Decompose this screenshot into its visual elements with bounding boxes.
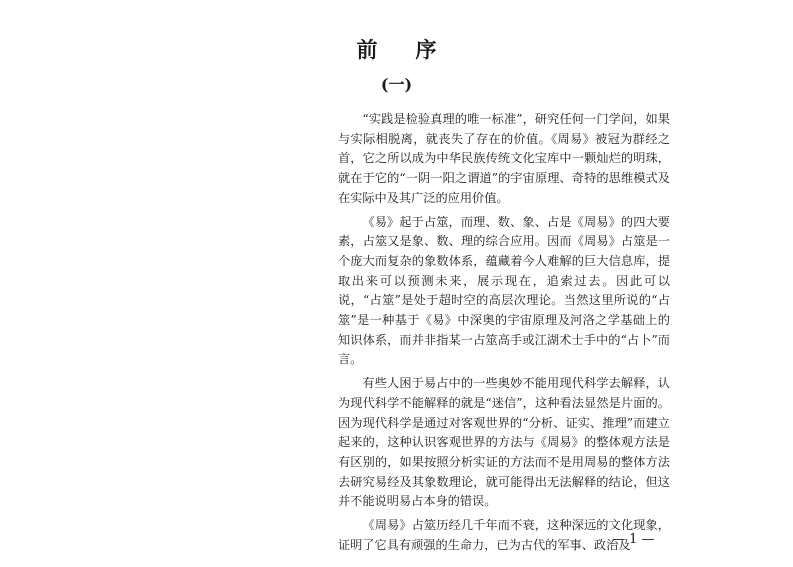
paragraph: 《易》起于占筮，而理、数、象、占是《周易》的四大要素，占筮又是象、数、理的综合应用。因而《周易》占筮是一个庞大而复杂的象数体系，蕴藏着今人难解的巨大信息库，提取出来可以预测未来，展示现在，追索过去。因此可以说，“占筮”是处于超时空的高层次理论。当然这里所说的“占筮”是一种基于《易》中深奥的宇宙原理及河洛之学基础上的知识体系，而并非指某一占筮高手或江湖术士手中的“占卜”而言。	[338, 214, 670, 367]
paragraph: “实践是检验真理的唯一标准”，研究任何一门学问，如果与实际相脱离，就丧失了存在的价值。《周易》被冠为群经之首，它之所以成为中华民族传统文化宝库中一颗灿烂的明珠，就在于它的“一阴一阳之谓道”的宇宙原理、奇特的思维模式及在实际中及其广泛的应用价值。	[338, 112, 670, 205]
body-text	[338, 110, 670, 559]
paragraph: 《周易》占筮历经几千年而不衰，这种深远的文化现象，证明了它具有顽强的生命力，已为古代的军事、政治及	[338, 518, 670, 552]
page-number: — 1 —	[612, 532, 655, 547]
section-number: (一)	[380, 75, 413, 94]
paragraph: 有些人困于易占中的一些奥妙不能用现代科学去解释，认为现代科学不能解释的就是“迷信”，这种看法显然是片面的。因为现代科学是通过对客观世界的“分析、证实、推理”而建立起来的，这种认识客观世界的方法与《周易》的整体观方法是有区别的，如果按照分析实证的方法而不是用周易的整体方法去研究易经及其象数理论，就可能得出无法解释的结论，但这并不能说明易占本身的错误。	[338, 376, 670, 509]
page-title: 前序	[356, 37, 475, 62]
